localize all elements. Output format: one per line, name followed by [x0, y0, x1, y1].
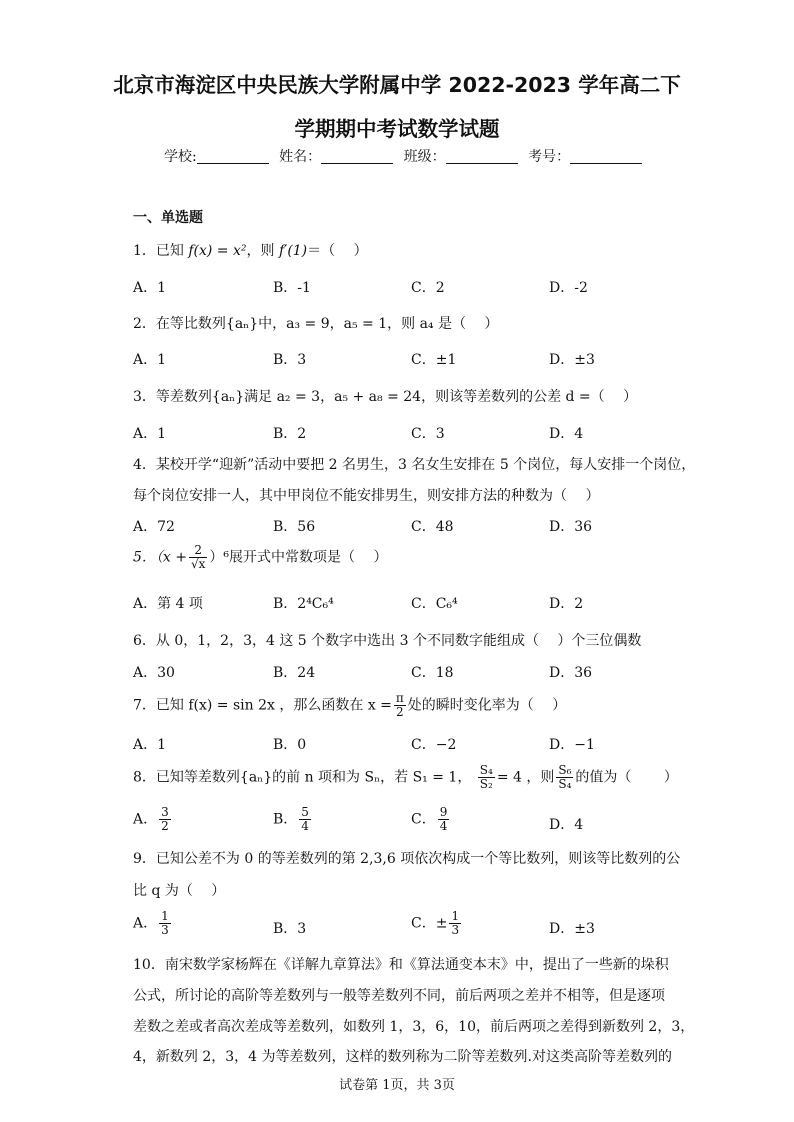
q7-fraction	[394, 692, 406, 719]
q3-options	[133, 423, 673, 447]
page-footer: 试卷第 1页，共 3页	[339, 1078, 455, 1093]
q9-option-d: D．±3	[549, 921, 595, 937]
q1-option-b: B．-1	[273, 280, 311, 296]
question-8	[133, 764, 678, 791]
name-label: 姓名：	[279, 149, 322, 165]
question-4-line2: 每个岗位安排一人，其中甲岗位不能安排男生，则安排方法的种数为（ ）	[133, 488, 600, 504]
q7-option-b: B．0	[273, 737, 307, 753]
q9-option-a-den: 3	[161, 923, 169, 937]
q2-option-c: C．±1	[411, 352, 457, 368]
q8-option-a-den: 2	[161, 819, 169, 833]
q7-option-a: A．1	[133, 737, 167, 753]
q9-option-c-den: 3	[451, 923, 460, 937]
q4-option-a: A．72	[133, 519, 175, 535]
q6-option-b: B．24	[273, 665, 316, 681]
q4-options	[133, 516, 673, 540]
question-10-line4: 4，新数列 2，3，4 为等差数列，这样的数列称为二阶等差数列.对这类高阶等差数列的	[133, 1049, 672, 1065]
exam-title-line2: 学期期中考试数学试题	[294, 117, 500, 141]
q8-option-c-fraction	[438, 806, 450, 833]
question-10-line1: 10．南宋数学家杨辉在《详解九章算法》和《算法通变本末》中，提出了一些新的垛积	[133, 957, 669, 973]
class-blank	[446, 149, 518, 164]
q1-option-c: C．2	[411, 280, 445, 296]
q8-fraction-2-den: S₄	[558, 777, 572, 791]
q9-option-c-label: C．±	[411, 915, 448, 932]
question-7	[133, 692, 566, 719]
q3-option-d: D．4	[549, 426, 584, 442]
q5-option-d: D．2	[549, 596, 584, 612]
q3-option-c: C．3	[411, 426, 445, 442]
question-9-line2: 比 q 为（ ）	[133, 883, 226, 899]
q1-formula: f(x) = x²	[188, 243, 247, 259]
question-1	[133, 240, 368, 260]
student-info-row	[164, 146, 648, 166]
q8-options	[133, 806, 673, 842]
q5-fraction-num: 2	[189, 544, 207, 558]
q8-fraction-2	[556, 764, 573, 791]
q4-option-d: D．36	[549, 519, 593, 535]
q8-option-b-fraction	[299, 806, 311, 833]
q1-options	[133, 277, 673, 301]
question-10-line3: 差数之差或者高次差成等差数列，如数列 1，3，6，10，前后两项之差得到新数列 2，3，	[133, 1019, 695, 1035]
exam-title-line1: 北京市海淀区中央民族大学附属中学 2022-2023 学年高二下	[113, 73, 681, 97]
q9-option-b: B．3	[273, 921, 307, 937]
q8-text-pre: 8．已知等差数列{aₙ}的前 n 项和为 Sₙ，若 S₁ = 1，	[133, 769, 472, 786]
name-blank	[321, 149, 393, 164]
q8-text-post: 的值为（ ）	[575, 769, 678, 786]
q7-text-post: 处的瞬时变化率为（ ）	[407, 697, 567, 714]
q3-option-a: A．1	[133, 426, 167, 442]
q7-fraction-den: 2	[396, 705, 404, 719]
q8-option-b-num: 5	[301, 805, 309, 819]
q7-fraction-num: π	[395, 691, 404, 705]
q1-text-mid: ，则	[246, 243, 279, 259]
question-2: 2．在等比数列{aₙ}中，a₃ = 9，a₅ = 1，则 a₄ 是（ ）	[133, 316, 499, 332]
q2-options	[133, 349, 673, 373]
q2-option-a: A．1	[133, 352, 167, 368]
q9-option-c-fraction	[449, 910, 461, 937]
q7-text-pre: 7．已知 f(x) = sin 2x ，那么函数在 x =	[133, 697, 392, 714]
q1-derivative: f′(1)	[278, 243, 308, 259]
q1-text-post: ＝（ ）	[307, 243, 368, 259]
q3-option-b: B．2	[273, 426, 307, 442]
question-4-line1: 4．某校开学“迎新”活动中要把 2 名男生，3 名女生安排在 5 个岗位，每人安排一个岗位，	[133, 457, 696, 473]
q1-option-d: D．-2	[549, 280, 588, 296]
q6-option-d: D．36	[549, 665, 593, 681]
q5-fraction-den: √x	[190, 557, 206, 571]
q8-option-d: D．4	[549, 817, 584, 833]
q2-option-d: D．±3	[549, 352, 595, 368]
q5-fraction	[189, 544, 207, 571]
q9-option-a-num: 1	[161, 909, 169, 923]
q5-option-a: A．第 4 项	[133, 596, 203, 612]
question-6: 6．从 0，1，2，3，4 这 5 个数字中选出 3 个不同数字能组成（ ）个三位偶数	[133, 633, 642, 649]
question-5	[133, 544, 387, 571]
q8-option-a-fraction	[159, 806, 171, 833]
q4-option-b: B．56	[273, 519, 316, 535]
q4-option-c: C．48	[411, 519, 454, 535]
q8-option-a-num: 3	[161, 805, 169, 819]
q5-text-post: ）⁶展开式中常数项是（ ）	[209, 549, 388, 566]
q9-option-a-label: A．	[133, 915, 158, 932]
school-label: 学校:	[164, 149, 197, 165]
q1-option-a: A．1	[133, 280, 167, 296]
q9-option-c	[411, 910, 463, 937]
q9-option-a	[133, 910, 173, 937]
q8-option-a	[133, 806, 173, 833]
q6-options	[133, 662, 673, 686]
q8-option-b-den: 4	[301, 819, 309, 833]
question-10-line2: 公式，所讨论的高阶等差数列与一般等差数列不同，前后两项之差并不相等，但是逐项	[133, 988, 665, 1004]
q5-text-pre: 5．（x +	[133, 549, 187, 566]
q5-options	[133, 593, 673, 617]
q8-option-b	[273, 806, 313, 833]
q5-option-c: C．C₆⁴	[411, 596, 458, 612]
q8-option-c	[411, 806, 451, 833]
q8-fraction-1-num: S₄	[479, 763, 493, 777]
q5-option-b: B．2⁴C₆⁴	[273, 596, 334, 612]
q7-option-c: C．−2	[411, 737, 457, 753]
q8-text-mid: = 4 ，则	[496, 769, 555, 786]
q8-option-c-num: 9	[439, 805, 448, 819]
q8-option-c-label: C．	[411, 811, 436, 828]
q8-option-b-label: B．	[273, 811, 298, 828]
q6-option-c: C．18	[411, 665, 454, 681]
q1-text-pre: 1．已知	[133, 243, 189, 259]
q9-option-a-fraction	[159, 910, 171, 937]
q7-option-d: D．−1	[549, 737, 595, 753]
q8-fraction-1	[478, 764, 495, 791]
exam-number-label: 考号：	[528, 149, 571, 165]
q6-option-a: A．30	[133, 665, 175, 681]
q8-fraction-1-den: S₂	[479, 777, 493, 791]
q8-fraction-2-num: S₆	[558, 763, 572, 777]
exam-number-blank	[570, 149, 642, 164]
q9-options	[133, 910, 673, 946]
school-blank	[197, 149, 269, 164]
q2-option-b: B．3	[273, 352, 307, 368]
class-label: 班级：	[403, 149, 446, 165]
q8-option-a-label: A．	[133, 811, 158, 828]
question-9-line1: 9．已知公差不为 0 的等差数列的第 2,3,6 项依次构成一个等比数列，则该等比数列的公	[133, 851, 681, 867]
question-3: 3．等差数列{aₙ}满足 a₂ = 3，a₅ + a₈ = 24，则该等差数列的公差 d =（ ）	[133, 389, 638, 405]
q9-option-c-num: 1	[451, 909, 460, 923]
q8-option-c-den: 4	[439, 819, 448, 833]
q7-options	[133, 734, 673, 758]
section-title: 一、单选题	[133, 210, 203, 226]
